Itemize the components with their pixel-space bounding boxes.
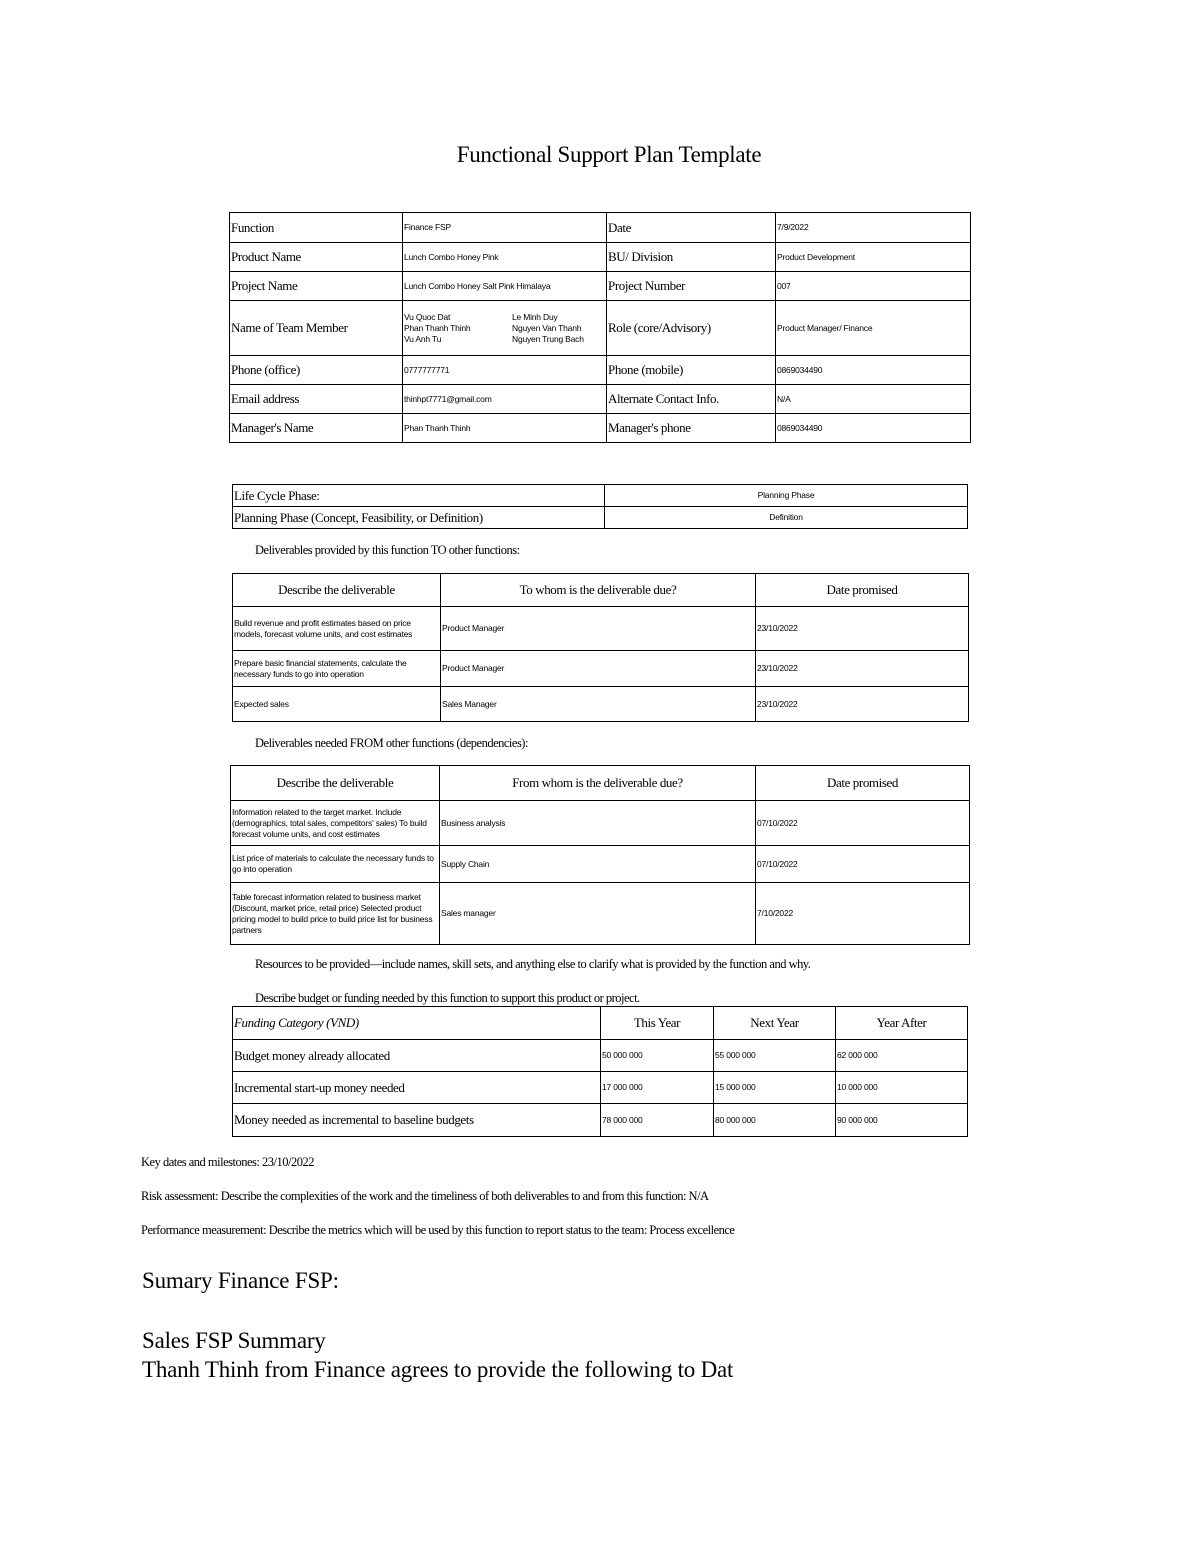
info-table xyxy=(229,212,971,443)
column-header: From whom is the deliverable due? xyxy=(440,766,756,801)
info-value: Product Development xyxy=(776,243,971,272)
info-label: Manager's phone xyxy=(607,414,776,443)
info-value: Phan Thanh Thinh xyxy=(403,414,607,443)
info-label: Email address xyxy=(230,385,403,414)
table-row xyxy=(233,1072,968,1104)
info-value: N/A xyxy=(776,385,971,414)
amount-cell: 17 000 000 xyxy=(601,1072,714,1104)
date-cell: 23/10/2022 xyxy=(756,651,969,687)
date-cell: 23/10/2022 xyxy=(756,687,969,722)
info-value: 007 xyxy=(776,272,971,301)
phase-label: Life Cycle Phase: xyxy=(233,485,605,507)
recipient-cell: Sales Manager xyxy=(441,687,756,722)
date-cell: 07/10/2022 xyxy=(756,846,970,883)
column-header: Date promised xyxy=(756,574,969,607)
info-label: Phone (office) xyxy=(230,356,403,385)
date-cell: 23/10/2022 xyxy=(756,607,969,651)
table-header-row xyxy=(233,574,969,607)
to-deliverables-heading: Deliverables provided by this function TO other functions: xyxy=(255,543,520,557)
sales-summary-heading: Sales FSP Summary xyxy=(142,1328,326,1353)
table-header-row xyxy=(231,766,970,801)
page-title: Functional Support Plan Template xyxy=(456,142,762,167)
info-row xyxy=(230,272,971,301)
funding-category: Incremental start-up money needed xyxy=(233,1072,601,1104)
phase-value: Planning Phase xyxy=(605,485,968,507)
deliverable-cell: Build revenue and profit estimates based on price models, forecast volume units, and cost estimates xyxy=(233,607,441,651)
info-value: Lunch Combo Honey Pink xyxy=(403,243,607,272)
info-label: Name of Team Member xyxy=(230,301,403,356)
agreement-line: Thanh Thinh from Finance agrees to provide the following to Dat xyxy=(142,1357,734,1382)
amount-cell: 50 000 000 xyxy=(601,1040,714,1072)
info-row xyxy=(230,301,971,356)
recipient-cell: Product Manager xyxy=(441,607,756,651)
team-members-list xyxy=(404,312,605,345)
deliverable-cell: Table forecast information related to business market (Discount, market price, retail price) Selected product pricing model to build price to build price list for business partners xyxy=(231,883,440,945)
phase-label: Planning Phase (Concept, Feasibility, or Definition) xyxy=(233,507,605,529)
info-row xyxy=(230,356,971,385)
team-member: Nguyen Van Thanh xyxy=(512,322,582,333)
deliverable-cell: Expected sales xyxy=(233,687,441,722)
deliverable-cell: Information related to the target market. Include (demographics, total sales, competitors' sales) To build forecast volume units, and cost estimates xyxy=(231,801,440,846)
from-deliverables-heading: Deliverables needed FROM other functions (dependencies): xyxy=(255,736,528,750)
risk-assessment: Risk assessment: Describe the complexities of the work and the timeliness of both deliverables to and from this function: N/A xyxy=(141,1189,709,1203)
info-label: Product Name xyxy=(230,243,403,272)
deliverable-cell: Prepare basic financial statements, calculate the necessary funds to go into operation xyxy=(233,651,441,687)
table-row xyxy=(231,846,970,883)
table-row xyxy=(233,1104,968,1137)
info-value: 7/9/2022 xyxy=(776,213,971,243)
phase-table xyxy=(232,484,968,529)
info-value: 0777777771 xyxy=(403,356,607,385)
funding-category: Money needed as incremental to baseline budgets xyxy=(233,1104,601,1137)
team-member: Phan Thanh Thinh xyxy=(404,322,471,333)
performance-measurement: Performance measurement: Describe the metrics which will be used by this function to report status to the team: Process excellence xyxy=(141,1223,735,1237)
info-row xyxy=(230,414,971,443)
budget-table xyxy=(232,1006,968,1137)
info-label: BU/ Division xyxy=(607,243,776,272)
amount-cell: 62 000 000 xyxy=(836,1040,968,1072)
team-member: Vu Anh Tu xyxy=(404,333,442,344)
deliverable-cell: List price of materials to calculate the necessary funds to go into operation xyxy=(231,846,440,883)
column-header: Year After xyxy=(836,1007,968,1040)
phase-value: Definition xyxy=(605,507,968,529)
amount-cell: 55 000 000 xyxy=(714,1040,836,1072)
column-header: Describe the deliverable xyxy=(231,766,440,801)
table-row xyxy=(233,687,969,722)
date-cell: 07/10/2022 xyxy=(756,801,970,846)
column-header: This Year xyxy=(601,1007,714,1040)
summary-heading: Sumary Finance FSP: xyxy=(142,1268,339,1293)
info-label: Phone (mobile) xyxy=(607,356,776,385)
column-header: To whom is the deliverable due? xyxy=(441,574,756,607)
info-value: Finance FSP xyxy=(403,213,607,243)
to-deliverables-table xyxy=(232,573,969,722)
amount-cell: 10 000 000 xyxy=(836,1072,968,1104)
source-cell: Sales manager xyxy=(440,883,756,945)
amount-cell: 15 000 000 xyxy=(714,1072,836,1104)
table-row xyxy=(231,801,970,846)
amount-cell: 90 000 000 xyxy=(836,1104,968,1137)
from-deliverables-table xyxy=(230,765,970,945)
amount-cell: 80 000 000 xyxy=(714,1104,836,1137)
info-label: Role (core/Advisory) xyxy=(607,301,776,356)
info-row xyxy=(230,385,971,414)
team-member: Vu Quoc Dat xyxy=(404,311,451,322)
table-row xyxy=(233,651,969,687)
recipient-cell: Product Manager xyxy=(441,651,756,687)
column-header: Funding Category (VND) xyxy=(233,1007,601,1040)
resources-text: Resources to be provided—include names, skill sets, and anything else to clarify what is provided by the function and why. xyxy=(255,957,811,971)
table-row xyxy=(231,883,970,945)
info-label: Function xyxy=(230,213,403,243)
source-cell: Business analysis xyxy=(440,801,756,846)
info-label: Alternate Contact Info. xyxy=(607,385,776,414)
team-members-cell xyxy=(403,301,607,356)
column-header: Date promised xyxy=(756,766,970,801)
amount-cell: 78 000 000 xyxy=(601,1104,714,1137)
table-row xyxy=(233,607,969,651)
info-label: Project Number xyxy=(607,272,776,301)
info-row xyxy=(230,243,971,272)
info-value: Product Manager/ Finance xyxy=(776,301,971,356)
key-dates: Key dates and milestones: 23/10/2022 xyxy=(141,1155,314,1169)
team-member: Nguyen Trung Bach xyxy=(512,333,584,344)
info-value: Lunch Combo Honey Salt Pink Himalaya xyxy=(403,272,607,301)
phase-row xyxy=(233,485,968,507)
table-row xyxy=(233,1040,968,1072)
info-label: Manager's Name xyxy=(230,414,403,443)
phase-row xyxy=(233,507,968,529)
info-value: thinhpt7771@gmail.com xyxy=(403,385,607,414)
date-cell: 7/10/2022 xyxy=(756,883,970,945)
funding-category: Budget money already allocated xyxy=(233,1040,601,1072)
column-header: Describe the deliverable xyxy=(233,574,441,607)
table-header-row xyxy=(233,1007,968,1040)
budget-heading: Describe budget or funding needed by this function to support this product or project. xyxy=(255,991,640,1005)
info-row xyxy=(230,213,971,243)
info-label: Date xyxy=(607,213,776,243)
source-cell: Supply Chain xyxy=(440,846,756,883)
info-value: 0869034490 xyxy=(776,356,971,385)
info-label: Project Name xyxy=(230,272,403,301)
team-member: Le Minh Duy xyxy=(512,311,558,322)
column-header: Next Year xyxy=(714,1007,836,1040)
info-value: 0869034490 xyxy=(776,414,971,443)
